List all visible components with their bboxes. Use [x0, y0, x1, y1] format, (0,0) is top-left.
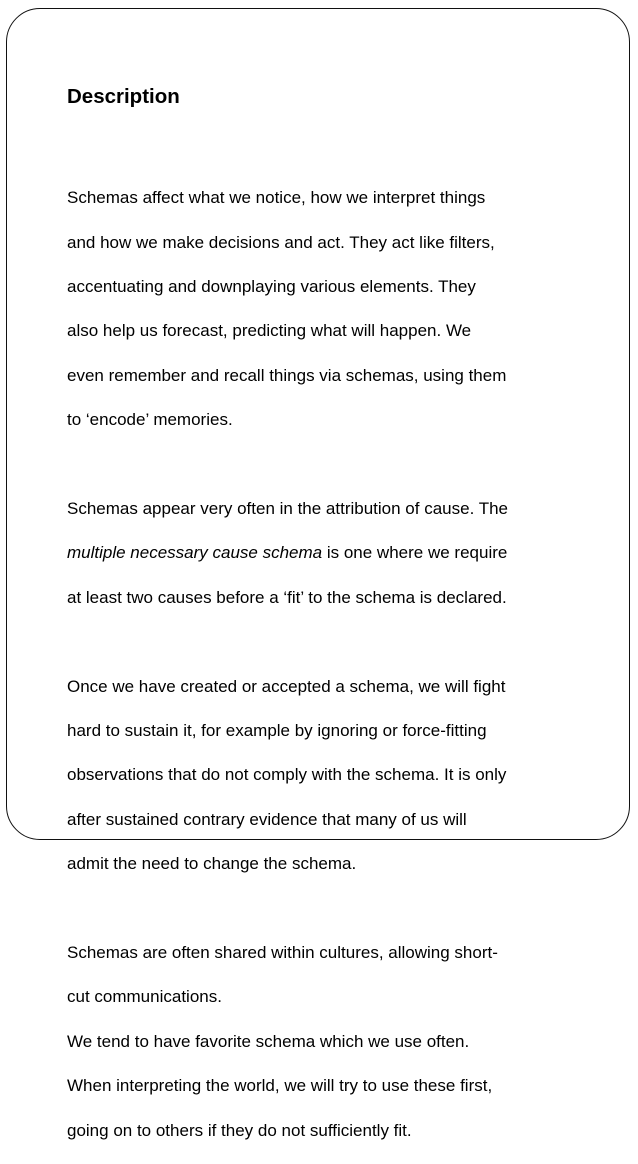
text-line: Schemas appear very often in the attribution of cause. The [67, 499, 509, 519]
text-line: Once we have created or accepted a schema, we will fight [67, 676, 506, 696]
text-line: When interpreting the world, we will try to use these first, [67, 1076, 493, 1096]
text-line: We tend to have favorite schema which we use often. [67, 1031, 470, 1051]
text-line [67, 542, 573, 564]
text-line: to ‘encode’ memories. [67, 410, 233, 430]
text-span: is one where we require [322, 543, 508, 563]
text-line: going on to others if they do not sufficiently fit. [67, 1120, 412, 1140]
text-line: Schemas affect what we notice, how we interpret things [67, 188, 486, 208]
slide-page [6, 8, 630, 1140]
text-line: after sustained contrary evidence that many of us will [67, 809, 467, 829]
text-line: cut communications. [67, 987, 222, 1007]
text-line: also help us forecast, predicting what will happen. We [67, 321, 472, 341]
paragraph-schemas-affect [67, 165, 573, 454]
text-line: at least two causes before a ‘fit’ to the schema is declared. [67, 587, 507, 607]
text-line: Schemas are often shared within cultures, allowing short- [67, 943, 498, 963]
paragraph-attribution-of-cause [67, 476, 573, 631]
text-line: accentuating and downplaying various elements. They [67, 277, 476, 297]
text-line: admit the need to change the schema. [67, 854, 357, 874]
italic-term: multiple necessary cause schema [67, 543, 323, 563]
text-line: hard to sustain it, for example by ignoring or force-fitting [67, 721, 487, 741]
paragraph-sustain-schema [67, 653, 573, 897]
text-line: even remember and recall things via schemas, using them [67, 365, 507, 385]
text-line: observations that do not comply with the schema. It is only [67, 765, 507, 785]
text-line: and how we make decisions and act. They act like filters, [67, 232, 495, 252]
content-area [67, 83, 573, 1164]
page-title: Description [67, 85, 180, 108]
paragraph-shared-schemas [67, 920, 573, 1164]
body-text [67, 165, 573, 1164]
